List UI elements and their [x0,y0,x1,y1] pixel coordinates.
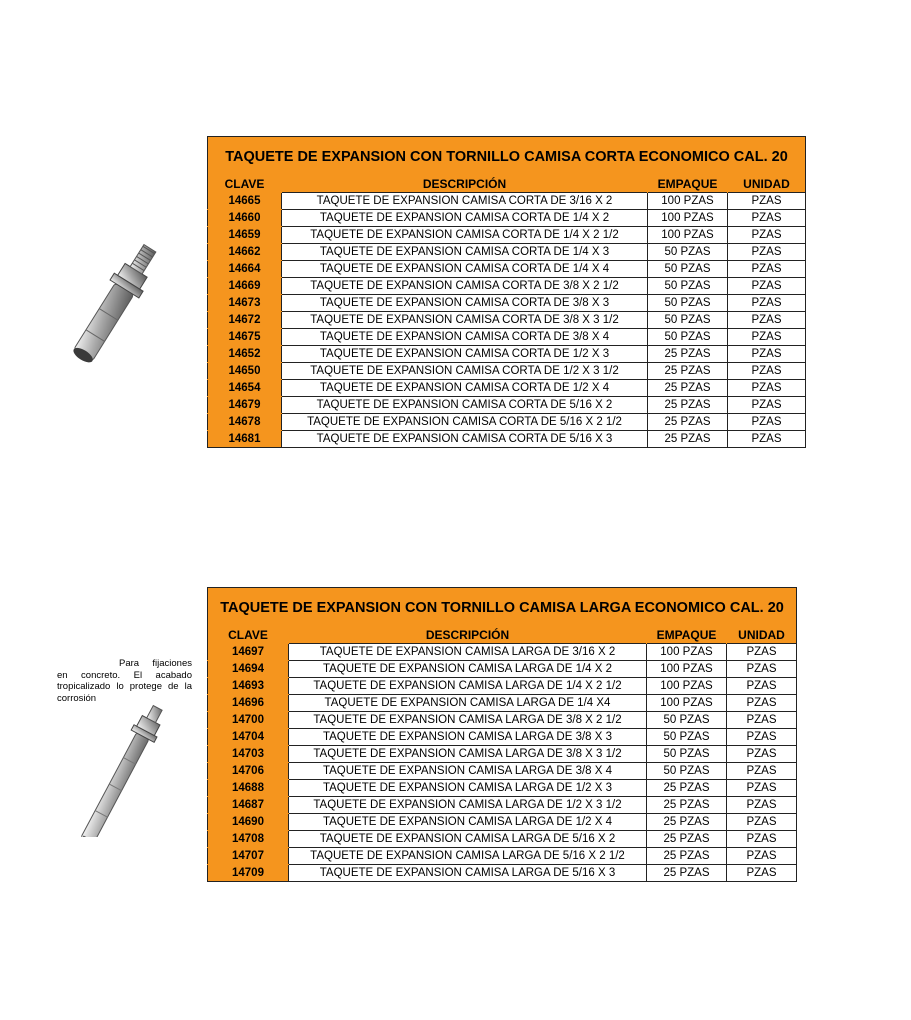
cell-clave: 14659 [208,227,282,244]
cell-empaque: 100 PZAS [648,210,728,227]
cell-empaque: 25 PZAS [647,797,727,814]
cell-unidad: PZAS [727,780,797,797]
col-header-descripcion: DESCRIPCIÓN [282,176,648,193]
cell-descripcion: TAQUETE DE EXPANSION CAMISA LARGA DE 1/4 X 2 1/2 [289,678,647,695]
cell-empaque: 25 PZAS [648,397,728,414]
cell-descripcion: TAQUETE DE EXPANSION CAMISA CORTA DE 1/4 X 2 1/2 [282,227,648,244]
table-title: TAQUETE DE EXPANSION CON TORNILLO CAMISA CORTA ECONOMICO CAL. 20 [208,137,806,177]
cell-empaque: 50 PZAS [648,261,728,278]
cell-empaque: 50 PZAS [648,278,728,295]
cell-empaque: 25 PZAS [647,865,727,882]
cell-empaque: 50 PZAS [648,244,728,261]
table-row [208,712,797,729]
cell-empaque: 100 PZAS [647,695,727,712]
cell-empaque: 100 PZAS [647,644,727,661]
cell-unidad: PZAS [728,210,806,227]
cell-empaque: 50 PZAS [647,729,727,746]
table-body [208,193,806,448]
table-row [208,193,806,210]
cell-empaque: 100 PZAS [648,227,728,244]
table-row [208,363,806,380]
cell-descripcion: TAQUETE DE EXPANSION CAMISA LARGA DE 3/16 X 2 [289,644,647,661]
cell-unidad: PZAS [728,278,806,295]
cell-descripcion: TAQUETE DE EXPANSION CAMISA CORTA DE 1/4 X 3 [282,244,648,261]
cell-clave: 14664 [208,261,282,278]
cell-empaque: 100 PZAS [647,661,727,678]
cell-clave: 14700 [208,712,289,729]
cell-clave: 14694 [208,661,289,678]
cell-empaque: 25 PZAS [647,831,727,848]
cell-unidad: PZAS [728,329,806,346]
cell-unidad: PZAS [728,363,806,380]
cell-empaque: 25 PZAS [647,780,727,797]
cell-unidad: PZAS [727,729,797,746]
cell-empaque: 50 PZAS [647,712,727,729]
cell-clave: 14650 [208,363,282,380]
cell-empaque: 25 PZAS [647,848,727,865]
cell-clave: 14678 [208,414,282,431]
table-header-row [208,627,797,644]
cell-empaque: 25 PZAS [648,431,728,448]
cell-empaque: 50 PZAS [648,329,728,346]
cell-clave: 14696 [208,695,289,712]
table-row [208,380,806,397]
cell-clave: 14672 [208,312,282,329]
table-body [208,644,797,882]
cell-clave: 14690 [208,814,289,831]
table-row [208,865,797,882]
cell-descripcion: TAQUETE DE EXPANSION CAMISA LARGA DE 5/16 X 2 1/2 [289,848,647,865]
cell-unidad: PZAS [727,763,797,780]
cell-empaque: 25 PZAS [648,414,728,431]
cell-unidad: PZAS [727,831,797,848]
cell-unidad: PZAS [727,814,797,831]
cell-descripcion: TAQUETE DE EXPANSION CAMISA CORTA DE 5/16 X 2 1/2 [282,414,648,431]
table-row [208,797,797,814]
cell-unidad: PZAS [727,678,797,695]
cell-clave: 14665 [208,193,282,210]
table-row [208,227,806,244]
table-row [208,848,797,865]
cell-unidad: PZAS [727,865,797,882]
cell-descripcion: TAQUETE DE EXPANSION CAMISA LARGA DE 1/2 X 4 [289,814,647,831]
cell-descripcion: TAQUETE DE EXPANSION CAMISA LARGA DE 1/4 X4 [289,695,647,712]
bolt-short-image [55,228,185,368]
cell-clave: 14709 [208,865,289,882]
cell-descripcion: TAQUETE DE EXPANSION CAMISA LARGA DE 3/8 X 3 [289,729,647,746]
cell-clave: 14675 [208,329,282,346]
cell-unidad: PZAS [727,644,797,661]
table-row [208,678,797,695]
cell-empaque: 50 PZAS [648,312,728,329]
table-row [208,729,797,746]
col-header-descripcion: DESCRIPCIÓN [289,627,647,644]
cell-unidad: PZAS [727,848,797,865]
table-row [208,814,797,831]
cell-unidad: PZAS [728,380,806,397]
table-row [208,244,806,261]
cell-clave: 14660 [208,210,282,227]
cell-clave: 14706 [208,763,289,780]
col-header-empaque: EMPAQUE [648,176,728,193]
cell-clave: 14673 [208,295,282,312]
cell-descripcion: TAQUETE DE EXPANSION CAMISA CORTA DE 5/16 X 2 [282,397,648,414]
table-short-sleeve [207,136,806,448]
cell-descripcion: TAQUETE DE EXPANSION CAMISA LARGA DE 3/8 X 4 [289,763,647,780]
table-title: TAQUETE DE EXPANSION CON TORNILLO CAMISA LARGA ECONOMICO CAL. 20 [208,588,797,628]
cell-clave: 14654 [208,380,282,397]
cell-empaque: 50 PZAS [648,295,728,312]
cell-descripcion: TAQUETE DE EXPANSION CAMISA CORTA DE 1/4 X 2 [282,210,648,227]
cell-descripcion: TAQUETE DE EXPANSION CAMISA LARGA DE 1/2 X 3 1/2 [289,797,647,814]
cell-descripcion: TAQUETE DE EXPANSION CAMISA CORTA DE 1/2 X 3 [282,346,648,363]
cell-unidad: PZAS [728,295,806,312]
cell-empaque: 50 PZAS [647,746,727,763]
cell-unidad: PZAS [728,397,806,414]
cell-empaque: 25 PZAS [647,814,727,831]
col-header-clave: CLAVE [208,627,289,644]
cell-descripcion: TAQUETE DE EXPANSION CAMISA CORTA DE 1/2 X 4 [282,380,648,397]
cell-clave: 14704 [208,729,289,746]
cell-clave: 14693 [208,678,289,695]
cell-descripcion: TAQUETE DE EXPANSION CAMISA CORTA DE 3/16 X 2 [282,193,648,210]
cell-descripcion: TAQUETE DE EXPANSION CAMISA CORTA DE 5/16 X 3 [282,431,648,448]
cell-clave: 14708 [208,831,289,848]
table-row [208,329,806,346]
cell-descripcion: TAQUETE DE EXPANSION CAMISA CORTA DE 1/4 X 4 [282,261,648,278]
table-row [208,661,797,678]
table-row [208,278,806,295]
table-row [208,210,806,227]
cell-empaque: 50 PZAS [647,763,727,780]
cell-clave: 14679 [208,397,282,414]
table-row [208,831,797,848]
cell-unidad: PZAS [728,193,806,210]
table-row [208,763,797,780]
col-header-clave: CLAVE [208,176,282,193]
cell-empaque: 100 PZAS [648,193,728,210]
cell-unidad: PZAS [727,712,797,729]
table-row [208,397,806,414]
cell-unidad: PZAS [728,414,806,431]
cell-clave: 14681 [208,431,282,448]
bolt-long-image [72,692,187,837]
table-row [208,746,797,763]
cell-unidad: PZAS [728,346,806,363]
cell-descripcion: TAQUETE DE EXPANSION CAMISA CORTA DE 3/8 X 2 1/2 [282,278,648,295]
col-header-unidad: UNIDAD [727,627,797,644]
cell-empaque: 25 PZAS [648,346,728,363]
cell-descripcion: TAQUETE DE EXPANSION CAMISA CORTA DE 1/2 X 3 1/2 [282,363,648,380]
col-header-empaque: EMPAQUE [647,627,727,644]
cell-unidad: PZAS [728,431,806,448]
cell-clave: 14688 [208,780,289,797]
cell-empaque: 25 PZAS [648,363,728,380]
cell-unidad: PZAS [727,695,797,712]
cell-descripcion: TAQUETE DE EXPANSION CAMISA LARGA DE 3/8 X 2 1/2 [289,712,647,729]
cell-descripcion: TAQUETE DE EXPANSION CAMISA CORTA DE 3/8 X 3 [282,295,648,312]
table-row [208,431,806,448]
cell-descripcion: TAQUETE DE EXPANSION CAMISA LARGA DE 3/8 X 3 1/2 [289,746,647,763]
cell-clave: 14662 [208,244,282,261]
col-header-unidad: UNIDAD [728,176,806,193]
cell-clave: 14687 [208,797,289,814]
cell-empaque: 25 PZAS [648,380,728,397]
cell-descripcion: TAQUETE DE EXPANSION CAMISA LARGA DE 1/2 X 3 [289,780,647,797]
table-long-sleeve [207,587,797,882]
cell-descripcion: TAQUETE DE EXPANSION CAMISA CORTA DE 3/8 X 4 [282,329,648,346]
table-row [208,295,806,312]
cell-unidad: PZAS [728,261,806,278]
side-note: Para fijaciones en concreto. El acabado tropicalizado lo protege de la corrosión [57,658,192,704]
cell-unidad: PZAS [727,746,797,763]
cell-descripcion: TAQUETE DE EXPANSION CAMISA LARGA DE 1/4 X 2 [289,661,647,678]
cell-unidad: PZAS [727,797,797,814]
cell-descripcion: TAQUETE DE EXPANSION CAMISA LARGA DE 5/16 X 2 [289,831,647,848]
cell-unidad: PZAS [728,312,806,329]
cell-unidad: PZAS [727,661,797,678]
cell-clave: 14697 [208,644,289,661]
cell-clave: 14652 [208,346,282,363]
table-row [208,414,806,431]
table-row [208,644,797,661]
cell-clave: 14703 [208,746,289,763]
table-row [208,261,806,278]
table-row [208,312,806,329]
cell-clave: 14707 [208,848,289,865]
cell-clave: 14669 [208,278,282,295]
table-row [208,346,806,363]
table-row [208,695,797,712]
cell-descripcion: TAQUETE DE EXPANSION CAMISA CORTA DE 3/8 X 3 1/2 [282,312,648,329]
table-header-row [208,176,806,193]
cell-unidad: PZAS [728,227,806,244]
table-row [208,780,797,797]
cell-unidad: PZAS [728,244,806,261]
cell-descripcion: TAQUETE DE EXPANSION CAMISA LARGA DE 5/16 X 3 [289,865,647,882]
cell-empaque: 100 PZAS [647,678,727,695]
